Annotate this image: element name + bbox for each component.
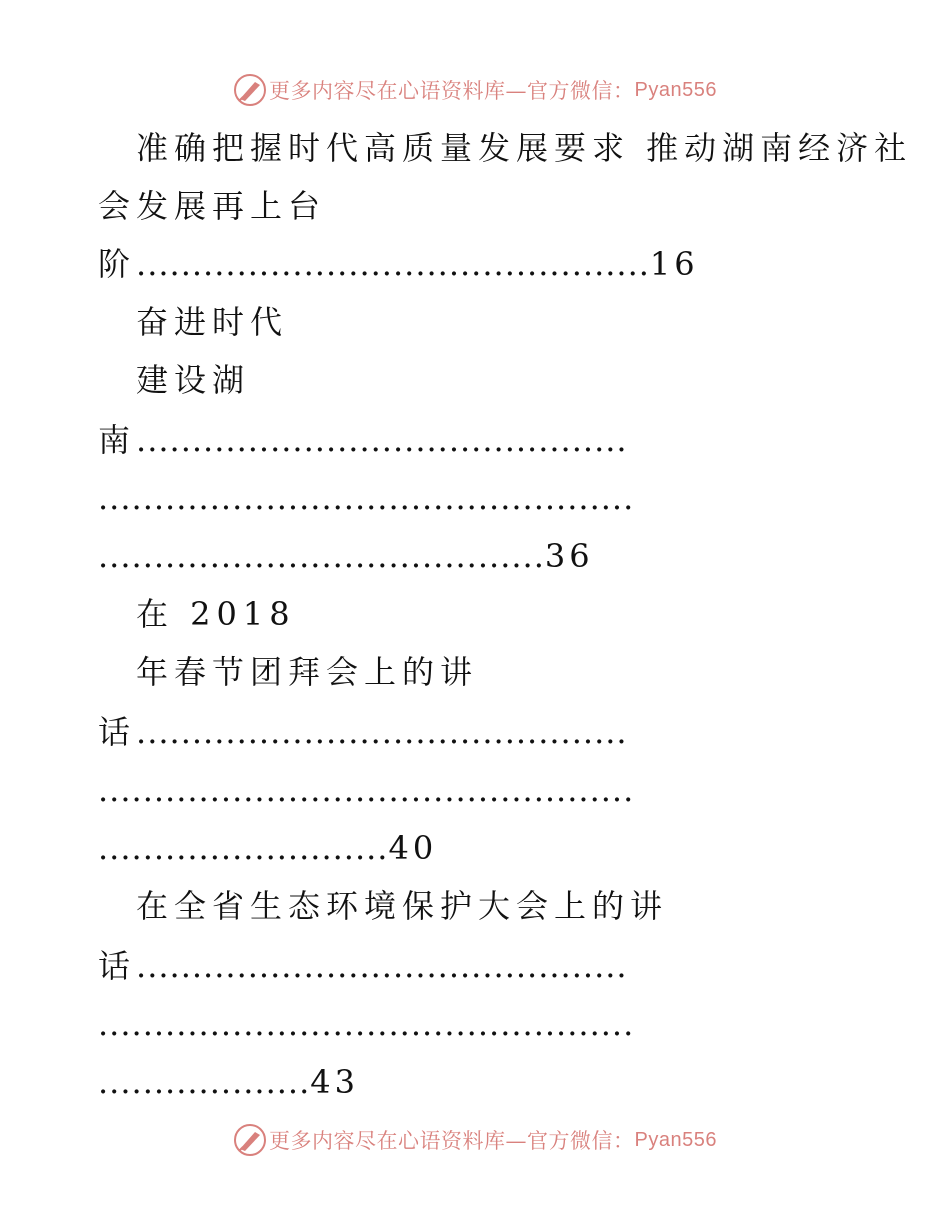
toc-entry-3-leader-line1 [98,712,858,752]
toc-entry-4-dots3: ................... [98,1063,311,1101]
toc-entry-2-title-line1: 奋进时代 [136,303,289,341]
toc-entry-2-leader-line3 [98,536,858,576]
watermark-wechat-id: Pyan556 [634,1128,717,1151]
toc-entry-2-dots2: ................................................ [98,479,635,517]
toc-entry-3-dots1: ............................................ [136,713,628,751]
toc-entry-3-page-number: 40 [388,829,438,867]
watermark-text: 更多内容尽在心语资料库—官方微信： [269,79,635,103]
toc-entry-2-title-line2: 建设湖 [136,361,251,399]
watermark-header [0,70,950,110]
watermark-footer [0,1120,950,1160]
toc-entry-4-leader-line1 [98,946,858,986]
toc-entry-1-leader-line [98,244,858,284]
quill-pen-logo-icon [233,73,267,107]
toc-entry-4-last-char: 话 [98,947,137,985]
toc-entry-2-page-number: 36 [544,537,594,575]
watermark-text: 更多内容尽在心语资料库—官方微信： [269,1129,635,1153]
toc-entry-3-title-line2: 年春节团拜会上的讲 [136,653,479,691]
toc-entry-1-title-line1: 准确把握时代高质量发展要求 推动湖南经济社 [136,129,913,167]
toc-entry-1-last-char: 阶 [98,245,137,283]
toc-entry-3-dots2: ................................................ [98,771,635,809]
toc-entry-2-dots3: ........................................ [98,537,545,575]
quill-pen-logo-icon [233,1123,267,1157]
toc-entry-1-dots: .............................................. [136,245,650,283]
toc-entry-3-dots3: .......................... [98,829,389,867]
toc-entry-4-leader-line3 [98,1062,858,1102]
toc-entry-4-dots1: ............................................ [136,947,628,985]
toc-entry-3-last-char: 话 [98,713,137,751]
toc-entry-2-leader-line1 [98,420,858,460]
toc-entry-4-title-line1: 在全省生态环境保护大会上的讲 [136,887,669,925]
toc-entry-2-last-char: 南 [98,421,137,459]
toc-entry-4-dots2: ................................................ [98,1005,635,1043]
toc-entry-3-title-line1: 在 2018 [136,595,296,633]
watermark-wechat-id: Pyan556 [634,78,717,101]
toc-entry-2-dots1: ............................................ [136,421,628,459]
toc-entry-3-leader-line3 [98,828,858,868]
toc-entry-1-title-line2: 会发展再上台 [98,187,327,225]
toc-entry-1-page-number: 16 [649,245,699,283]
toc-entry-4-page-number: 43 [310,1063,359,1101]
